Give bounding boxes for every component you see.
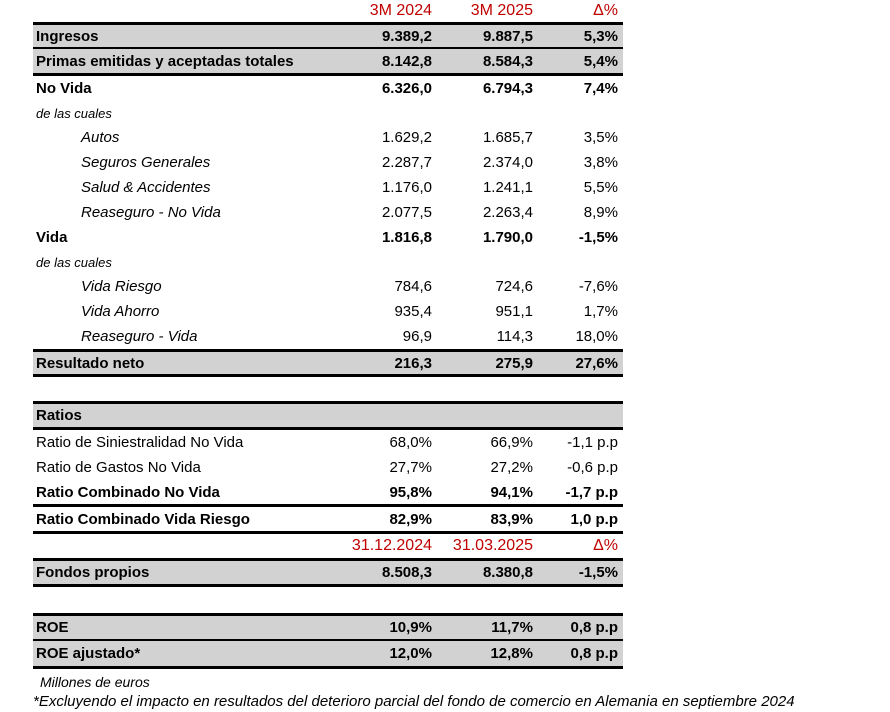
row-label: Primas emitidas y aceptadas totales xyxy=(36,52,294,70)
table-row-siniestralidad xyxy=(33,430,623,455)
value-3m2025: 83,9% xyxy=(490,510,533,528)
table-row-fondos-propios xyxy=(33,558,623,587)
row-label: Ingresos xyxy=(36,27,99,45)
value-delta: 0,8 p.p xyxy=(570,619,618,636)
period-header-row xyxy=(33,0,623,22)
col-header-31122024: 31.12.2024 xyxy=(351,537,432,554)
row-label: Vida Ahorro xyxy=(81,303,160,320)
table-row-reaseguro-vida xyxy=(33,324,623,349)
row-label: ROE ajustado* xyxy=(36,645,141,662)
table-row-autos xyxy=(33,125,623,150)
table-row-vida-ahorro xyxy=(33,299,623,324)
value-delta: -7,6% xyxy=(578,278,618,295)
value-3m2025: 11,7% xyxy=(491,619,533,636)
value-3m2024: 27,7% xyxy=(389,459,432,476)
value-delta: 1,0 p.p xyxy=(570,510,618,528)
table-row-primas xyxy=(33,49,623,76)
value-31032025: 8.380,8 xyxy=(482,564,533,581)
value-3m2024: 216,3 xyxy=(394,354,432,372)
value-3m2025: 1.790,0 xyxy=(482,229,533,246)
row-label: No Vida xyxy=(36,80,92,97)
table-row-ratios-title xyxy=(33,401,623,430)
row-label: Resultado neto xyxy=(36,354,145,372)
row-label: Reaseguro - No Vida xyxy=(81,204,221,221)
row-label: ROE xyxy=(36,619,69,636)
section-spacer xyxy=(0,377,890,401)
value-3m2025: 6.794,3 xyxy=(482,80,533,97)
value-delta: -1,1 p.p xyxy=(567,434,618,451)
row-label: Salud & Accidentes xyxy=(81,179,211,196)
value-3m2025: 1.685,7 xyxy=(482,129,533,146)
value-delta: -1,5% xyxy=(578,564,618,581)
section-title: Ratios xyxy=(36,407,82,424)
value-delta: 5,3% xyxy=(583,27,618,45)
table-row-salud-accidentes xyxy=(33,175,623,200)
table-row-roe xyxy=(33,613,623,641)
value-3m2025: 94,1% xyxy=(490,483,533,501)
col-header-delta: Δ% xyxy=(593,2,618,19)
value-delta: -0,6 p.p xyxy=(567,459,618,476)
value-3m2024: 1.629,2 xyxy=(381,129,432,146)
value-3m2025: 9.887,5 xyxy=(482,27,533,45)
row-label: Autos xyxy=(81,129,120,146)
balance-header-row xyxy=(33,534,623,558)
value-3m2025: 724,6 xyxy=(495,278,533,295)
value-3m2025: 8.584,3 xyxy=(482,52,533,70)
table-row-combinado-no-vida xyxy=(33,480,623,507)
row-label: Reaseguro - Vida xyxy=(81,328,198,345)
value-3m2024: 784,6 xyxy=(394,278,432,295)
row-label: Seguros Generales xyxy=(81,154,211,171)
value-delta: -1,7 p.p xyxy=(565,483,618,501)
value-3m2024: 95,8% xyxy=(389,483,432,501)
value-3m2024: 1.176,0 xyxy=(381,179,432,196)
table-row-vida-riesgo xyxy=(33,274,623,299)
value-3m2024: 6.326,0 xyxy=(381,80,432,97)
row-label: Vida Riesgo xyxy=(81,278,162,295)
value-delta: 18,0% xyxy=(575,328,618,345)
row-label: Vida xyxy=(36,229,68,246)
section-spacer xyxy=(0,587,890,613)
roe-table xyxy=(33,613,623,669)
value-delta: -1,5% xyxy=(578,229,618,246)
value-delta: 5,5% xyxy=(583,179,618,196)
row-label: de las cuales xyxy=(36,254,112,270)
value-3m2024: 2.077,5 xyxy=(381,204,432,221)
col-header-delta: Δ% xyxy=(593,537,618,554)
value-31122024: 8.508,3 xyxy=(381,564,432,581)
table-row-de-las-cuales-vida xyxy=(33,250,623,274)
col-header-3m2024: 3M 2024 xyxy=(369,2,432,19)
value-3m2025: 1.241,1 xyxy=(482,179,533,196)
value-3m2025: 114,3 xyxy=(496,328,533,345)
row-label: Fondos propios xyxy=(36,564,150,581)
row-label: Ratio Combinado No Vida xyxy=(36,483,220,501)
table-row-vida xyxy=(33,225,623,250)
col-header-31032025: 31.03.2025 xyxy=(452,537,533,554)
table-row-roe-ajustado xyxy=(33,641,623,669)
table-row-gastos xyxy=(33,455,623,480)
footnote-units: Millones de euros xyxy=(40,674,150,690)
table-row-reaseguro-no-vida xyxy=(33,200,623,225)
value-delta: 27,6% xyxy=(575,354,618,372)
value-3m2025: 27,2% xyxy=(490,459,533,476)
value-3m2025: 275,9 xyxy=(495,354,533,372)
value-delta: 8,9% xyxy=(583,204,618,221)
value-3m2024: 68,0% xyxy=(389,434,432,451)
value-3m2024: 8.142,8 xyxy=(381,52,432,70)
value-delta: 3,5% xyxy=(583,129,618,146)
value-delta: 3,8% xyxy=(583,154,618,171)
value-3m2025: 2.374,0 xyxy=(482,154,533,171)
row-label: de las cuales xyxy=(36,105,112,121)
table-row-ingresos xyxy=(33,22,623,49)
table-row-resultado-neto xyxy=(33,349,623,377)
row-label: Ratio de Siniestralidad No Vida xyxy=(36,434,244,451)
value-3m2024: 12,0% xyxy=(389,645,432,662)
ratios-table xyxy=(33,401,623,587)
value-3m2024: 935,4 xyxy=(394,303,432,320)
table-row-de-las-cuales-novida xyxy=(33,101,623,125)
value-3m2025: 66,9% xyxy=(490,434,533,451)
value-delta: 5,4% xyxy=(583,52,618,70)
footnote-asterisk: *Excluyendo el impacto en resultados del deterioro parcial del fondo de comercio en Alemania en septiembre 2024 xyxy=(33,693,795,710)
value-delta: 7,4% xyxy=(583,80,618,97)
table-row-no-vida xyxy=(33,76,623,101)
value-3m2025: 951,1 xyxy=(495,303,533,320)
value-3m2024: 10,9% xyxy=(389,619,432,636)
row-label: Ratio Combinado Vida Riesgo xyxy=(36,510,250,528)
value-delta: 0,8 p.p xyxy=(570,645,618,662)
value-3m2024: 96,9 xyxy=(402,328,432,345)
value-3m2024: 9.389,2 xyxy=(381,27,432,45)
value-delta: 1,7% xyxy=(583,303,618,320)
income-statement-table xyxy=(33,0,623,377)
value-3m2025: 12,8% xyxy=(490,645,533,662)
table-row-combinado-vida-riesgo xyxy=(33,507,623,534)
row-label: Ratio de Gastos No Vida xyxy=(36,459,201,476)
value-3m2024: 2.287,7 xyxy=(381,154,432,171)
col-header-3m2025: 3M 2025 xyxy=(470,2,533,19)
value-3m2025: 2.263,4 xyxy=(482,204,533,221)
value-3m2024: 1.816,8 xyxy=(381,229,432,246)
value-3m2024: 82,9% xyxy=(389,510,432,528)
table-row-seguros-generales xyxy=(33,150,623,175)
